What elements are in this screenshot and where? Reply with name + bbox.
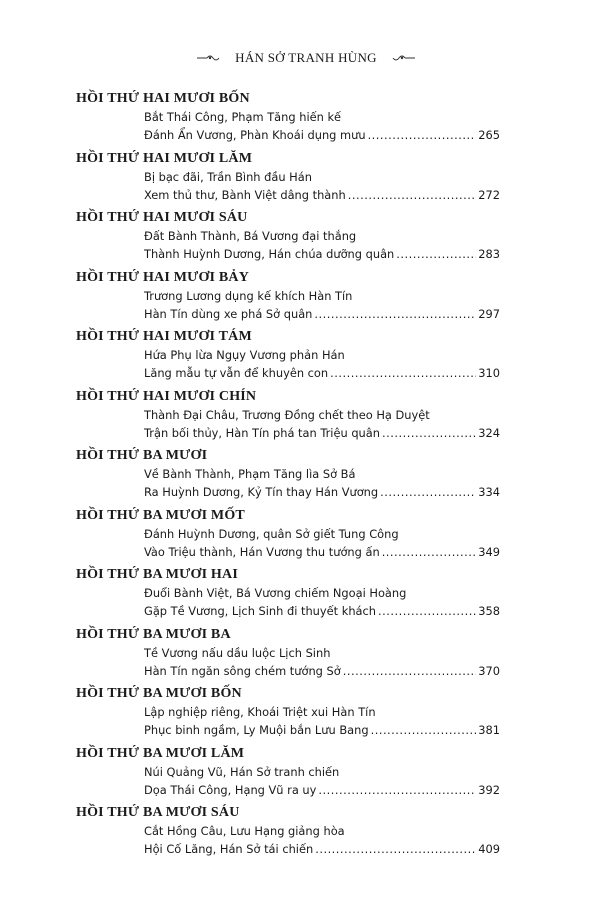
chapter-subtitle-2-text: Hàn Tín dùng xe phá Sở quân — [144, 306, 313, 321]
page-number: 272 — [478, 187, 500, 202]
chapter-title: HỒI THỨ HAI MƯƠI BẢY — [76, 269, 250, 285]
chapter-subtitle-1: Đánh Huỳnh Dương, quân Sở giết Tung Công — [144, 526, 399, 541]
dot-leader — [382, 543, 477, 561]
chapter-subtitle-2 — [144, 840, 500, 858]
chapter-subtitle-2 — [144, 424, 500, 442]
chapter-title: HỒI THỨ HAI MƯƠI LĂM — [76, 150, 253, 166]
running-header — [0, 49, 612, 66]
chapter-subtitle-2 — [144, 483, 500, 501]
chapter-subtitle-2-text: Dọa Thái Công, Hạng Vũ ra uy — [144, 782, 317, 797]
toc-entry[interactable] — [76, 388, 500, 442]
dot-leader — [378, 602, 476, 620]
page-number: 283 — [478, 247, 500, 261]
chapter-subtitle-2-text: Hàn Tín ngăn sông chém tướng Sở — [144, 663, 341, 678]
chapter-subtitle-2-text: Lăng mẫu tự vẫn để khuyên con — [144, 366, 329, 380]
toc-entry[interactable] — [76, 507, 500, 561]
chapter-subtitle-1: Hứa Phụ lừa Ngụy Vương phản Hán — [144, 348, 345, 362]
dot-leader — [368, 126, 477, 144]
right-ornament-icon — [390, 53, 416, 63]
chapter-title: HỒI THỨ BA MƯƠI BA — [76, 626, 231, 642]
chapter-subtitle-1: Thành Đại Châu, Trương Đồng chết theo Hạ Duyệt — [144, 407, 430, 422]
chapter-subtitle-1: Lập nghiệp riêng, Khoái Triệt xui Hàn Tín — [144, 705, 376, 719]
table-of-contents — [76, 90, 500, 864]
chapter-subtitle-1: Bắt Thái Công, Phạm Tăng hiến kế — [144, 110, 342, 124]
chapter-title: HỒI THỨ BA MƯƠI LĂM — [76, 745, 245, 761]
toc-entry[interactable] — [76, 447, 500, 501]
toc-entry[interactable] — [76, 685, 500, 739]
chapter-subtitle-2-text: Phục binh ngầm, Ly Muội bắn Lưu Bang — [144, 723, 369, 737]
dot-leader — [396, 245, 476, 263]
toc-entry[interactable] — [76, 745, 500, 799]
book-title: HÁN SỞ TRANH HÙNG — [235, 50, 377, 66]
chapter-title: HỒI THỨ HAI MƯƠI TÁM — [76, 329, 252, 344]
chapter-title: HỒI THỨ BA MƯƠI BỐN — [76, 686, 242, 701]
chapter-subtitle-1: Trương Lương dụng kế khích Hàn Tín — [144, 288, 353, 303]
toc-entry[interactable] — [76, 209, 500, 263]
dot-leader — [315, 840, 476, 858]
dot-leader — [348, 186, 477, 204]
chapter-subtitle-2-text: Vào Triệu thành, Hán Vương thu tướng ấn — [144, 544, 380, 559]
chapter-subtitle-2 — [144, 662, 500, 680]
page-number: 392 — [478, 782, 500, 797]
chapter-subtitle-2-text: Trận bối thủy, Hàn Tín phá tan Triệu quân — [144, 425, 380, 440]
chapter-subtitle-1: Núi Quảng Vũ, Hán Sở tranh chiến — [144, 764, 340, 779]
chapter-subtitle-1: Về Bành Thành, Phạm Tăng lìa Sở Bá — [144, 467, 356, 481]
chapter-subtitle-2-text: Gặp Tề Vương, Lịch Sinh đi thuyết khách — [144, 604, 377, 618]
page-number: 324 — [478, 425, 500, 440]
chapter-title: HỒI THỨ BA MƯƠI MỐT — [76, 507, 245, 523]
chapter-subtitle-1: Bị bạc đãi, Trần Bình đầu Hán — [144, 169, 312, 184]
chapter-subtitle-2 — [144, 781, 500, 799]
chapter-subtitle-2 — [144, 186, 500, 204]
chapter-subtitle-2-text: Hội Cố Lăng, Hán Sở tái chiến — [144, 842, 314, 856]
page-number: 358 — [478, 604, 500, 618]
chapter-subtitle-2-text: Đánh Ẩn Vương, Phàn Khoái dụng mưu — [144, 128, 366, 142]
page-number: 381 — [478, 723, 500, 737]
dot-leader — [318, 781, 476, 799]
chapter-subtitle-2-text: Xem thủ thư, Bành Việt dâng thành — [144, 187, 346, 202]
dot-leader — [330, 364, 476, 382]
chapter-title: HỒI THỨ HAI MƯƠI SÁU — [76, 210, 248, 225]
toc-entry[interactable] — [76, 90, 500, 144]
chapter-subtitle-1: Cắt Hồng Câu, Lưu Hạng giảng hòa — [144, 824, 345, 838]
chapter-title: HỒI THỨ BA MƯƠI HAI — [76, 567, 238, 582]
dot-leader — [380, 483, 476, 501]
toc-entry[interactable] — [76, 566, 500, 620]
chapter-subtitle-1: Đuổi Bành Việt, Bá Vương chiếm Ngoại Hoàng — [144, 586, 407, 600]
chapter-title: HỒI THỨ HAI MƯƠI BỐN — [76, 91, 250, 106]
page-number: 370 — [478, 663, 500, 678]
page-number: 310 — [478, 366, 500, 380]
toc-entry[interactable] — [76, 804, 500, 858]
chapter-subtitle-2 — [144, 126, 500, 144]
chapter-title: HỒI THỨ BA MƯƠI SÁU — [76, 805, 240, 820]
page-number: 409 — [478, 842, 500, 856]
page-number: 265 — [478, 128, 500, 142]
chapter-subtitle-1: Tề Vương nấu dầu luộc Lịch Sinh — [144, 645, 331, 660]
toc-entry[interactable] — [76, 269, 500, 323]
chapter-title: HỒI THỨ BA MƯƠI — [76, 448, 208, 463]
chapter-subtitle-2 — [144, 543, 500, 561]
toc-entry[interactable] — [76, 626, 500, 680]
page-number: 349 — [478, 544, 500, 559]
dot-leader — [314, 305, 476, 323]
left-ornament-icon — [196, 53, 222, 63]
dot-leader — [371, 721, 477, 739]
dot-leader — [382, 424, 476, 442]
toc-entry[interactable] — [76, 150, 500, 204]
chapter-subtitle-2-text: Ra Huỳnh Dương, Kỷ Tín thay Hán Vương — [144, 485, 379, 499]
chapter-subtitle-2 — [144, 602, 500, 620]
chapter-subtitle-2 — [144, 364, 500, 382]
chapter-title: HỒI THỨ HAI MƯƠI CHÍN — [76, 388, 257, 404]
chapter-subtitle-1: Đất Bành Thành, Bá Vương đại thắng — [144, 229, 357, 243]
chapter-subtitle-2-text: Thành Huỳnh Dương, Hán chúa dưỡng quân — [144, 247, 395, 261]
chapter-subtitle-2 — [144, 245, 500, 263]
dot-leader — [343, 662, 477, 680]
page-number: 297 — [478, 306, 500, 321]
chapter-subtitle-2 — [144, 721, 500, 739]
toc-entry[interactable] — [76, 328, 500, 382]
page-number: 334 — [478, 485, 500, 499]
chapter-subtitle-2 — [144, 305, 500, 323]
